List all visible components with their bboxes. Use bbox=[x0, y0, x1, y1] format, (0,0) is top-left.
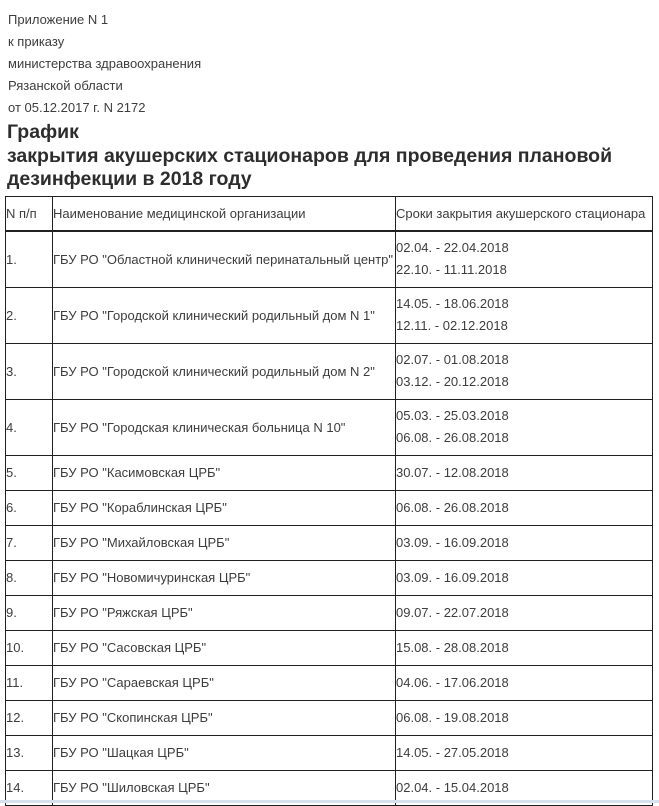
date-range: 14.05. - 18.06.2018 bbox=[396, 296, 509, 311]
date-range: 14.05. - 27.05.2018 bbox=[396, 744, 509, 760]
date-range: 15.08. - 28.08.2018 bbox=[396, 639, 509, 655]
cell-dates bbox=[396, 595, 653, 630]
schedule-table bbox=[5, 196, 653, 806]
date-range: 06.08. - 19.08.2018 bbox=[396, 709, 509, 725]
date-range: 06.08. - 26.08.2018 bbox=[396, 430, 509, 445]
date-range: 30.07. - 12.08.2018 bbox=[396, 464, 509, 480]
cell-dates bbox=[396, 630, 653, 665]
cell-dates bbox=[396, 490, 653, 525]
cell-dates bbox=[396, 665, 653, 700]
table-row bbox=[6, 455, 653, 490]
table-row bbox=[6, 560, 653, 595]
cell-organization: ГБУ РО "Касимовская ЦРБ" bbox=[53, 455, 396, 490]
col-header-dates: Сроки закрытия акушерского стационара bbox=[396, 196, 653, 231]
date-range: 22.10. - 11.11.2018 bbox=[396, 262, 507, 278]
cell-number: 5. bbox=[6, 455, 53, 490]
page-title-line: График bbox=[7, 121, 79, 143]
date-range: 02.07. - 01.08.2018 bbox=[396, 352, 509, 367]
date-range: 03.09. - 16.09.2018 bbox=[396, 534, 509, 550]
cell-dates bbox=[396, 399, 653, 455]
cell-number: 14. bbox=[6, 770, 53, 805]
cell-number: 3. bbox=[6, 343, 53, 399]
page-title-line: дезинфекции в 2018 году bbox=[7, 168, 252, 190]
table-row bbox=[6, 399, 653, 455]
doc-header-line: Приложение N 1 bbox=[8, 12, 109, 27]
table-row bbox=[6, 700, 653, 735]
cell-dates bbox=[396, 287, 653, 343]
table-row bbox=[6, 343, 653, 399]
cell-organization: ГБУ РО "Шиловская ЦРБ" bbox=[53, 770, 396, 805]
cell-organization: ГБУ РО "Сараевская ЦРБ" bbox=[53, 665, 396, 700]
cell-number: 6. bbox=[6, 490, 53, 525]
cell-organization: ГБУ РО "Городской клинический родильный дом N 1" bbox=[53, 287, 396, 343]
date-range: 03.12. - 20.12.2018 bbox=[396, 374, 509, 389]
date-range: 03.09. - 16.09.2018 bbox=[396, 569, 509, 585]
doc-header-line: Рязанской области bbox=[8, 78, 123, 93]
cell-dates bbox=[396, 560, 653, 595]
date-range: 09.07. - 22.07.2018 bbox=[396, 604, 509, 620]
cell-dates bbox=[396, 343, 653, 399]
cell-organization: ГБУ РО "Шацкая ЦРБ" bbox=[53, 735, 396, 770]
col-header-number: N п/п bbox=[6, 196, 53, 231]
date-range: 02.04. - 22.04.2018 bbox=[396, 240, 509, 256]
table-row bbox=[6, 525, 653, 560]
date-range: 04.06. - 17.06.2018 bbox=[396, 674, 509, 690]
cell-number: 9. bbox=[6, 595, 53, 630]
date-range: 05.03. - 25.03.2018 bbox=[396, 408, 509, 423]
table-row bbox=[6, 595, 653, 630]
table-row bbox=[6, 231, 653, 287]
cell-number: 4. bbox=[6, 399, 53, 455]
cell-organization: ГБУ РО "Городская клиническая больница N 10" bbox=[53, 399, 396, 455]
cell-number: 1. bbox=[6, 231, 53, 287]
cell-dates bbox=[396, 231, 653, 287]
cell-dates bbox=[396, 525, 653, 560]
table-row bbox=[6, 490, 653, 525]
table-row bbox=[6, 735, 653, 770]
doc-header-line: от 05.12.2017 г. N 2172 bbox=[8, 100, 146, 115]
table-header-row bbox=[6, 196, 653, 231]
cell-number: 12. bbox=[6, 700, 53, 735]
doc-header-line: к приказу bbox=[8, 34, 65, 49]
cell-number: 8. bbox=[6, 560, 53, 595]
cell-organization: ГБУ РО "Новомичуринская ЦРБ" bbox=[53, 560, 396, 595]
cell-dates bbox=[396, 735, 653, 770]
cell-dates bbox=[396, 700, 653, 735]
table-row bbox=[6, 665, 653, 700]
cell-organization: ГБУ РО "Михайловская ЦРБ" bbox=[53, 525, 396, 560]
document-header-block bbox=[0, 0, 659, 119]
table-body bbox=[6, 231, 653, 805]
cell-number: 13. bbox=[6, 735, 53, 770]
cell-organization: ГБУ РО "Кораблинская ЦРБ" bbox=[53, 490, 396, 525]
cell-number: 7. bbox=[6, 525, 53, 560]
cell-number: 2. bbox=[6, 287, 53, 343]
date-range: 06.08. - 26.08.2018 bbox=[396, 499, 509, 515]
cell-organization: ГБУ РО "Областной клинический перинатальный центр" bbox=[53, 231, 396, 287]
cell-organization: ГБУ РО "Ряжская ЦРБ" bbox=[53, 595, 396, 630]
page-title-line: закрытия акушерских стационаров для проведения плановой bbox=[7, 144, 613, 167]
page-title bbox=[7, 121, 659, 192]
col-header-organization: Наименование медицинской организации bbox=[53, 196, 396, 231]
date-range: 12.11. - 02.12.2018 bbox=[396, 318, 508, 333]
table-row bbox=[6, 287, 653, 343]
table-row bbox=[6, 630, 653, 665]
cell-number: 11. bbox=[6, 665, 53, 700]
cell-number: 10. bbox=[6, 630, 53, 665]
cell-organization: ГБУ РО "Городской клинический родильный дом N 2" bbox=[53, 343, 396, 399]
cell-organization: ГБУ РО "Сасовская ЦРБ" bbox=[53, 630, 396, 665]
cell-organization: ГБУ РО "Скопинская ЦРБ" bbox=[53, 700, 396, 735]
cell-dates bbox=[396, 455, 653, 490]
doc-header-line: министерства здравоохранения bbox=[8, 56, 202, 71]
date-range: 02.04. - 15.04.2018 bbox=[396, 779, 509, 795]
